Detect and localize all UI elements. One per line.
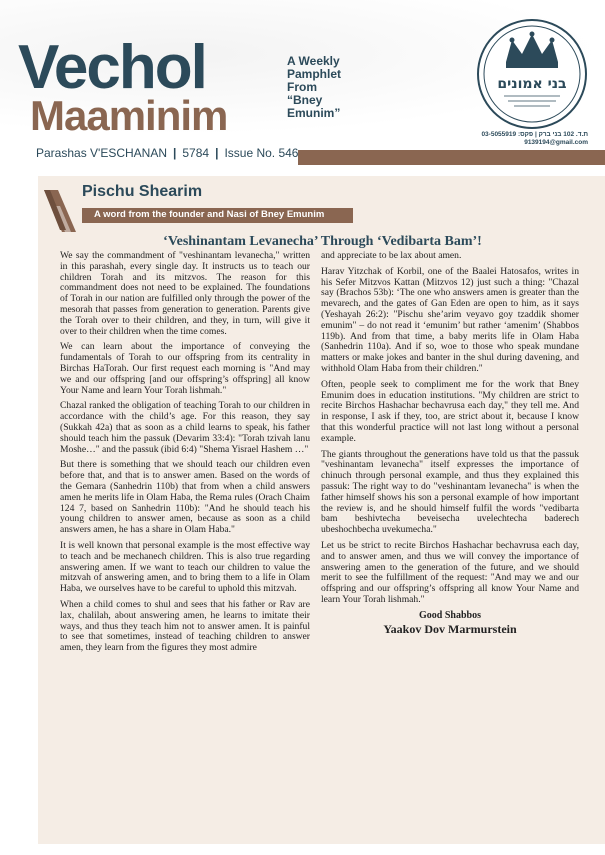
article-paragraph: We can learn about the importance of conveying the fundamentals of Torah to our offspring from its centrality in Birchas HaTorah. Our first request each morning is "And may we and our offspring [and our offspring’s offspring] all know Your Name and learn Your Torah lishmah." (60, 341, 310, 396)
header-divider-bar (298, 150, 605, 165)
article-paragraph: The giants throughout the generations have told us that the passuk "veshinantam levanecha" itself expresses the importance of chinuch through personal example, and thus they explained this passuk: The right way to do "veshinantam levanecha" is when the father himself shows his son a personal example of how important the review is, and he should himself fulfil the words "vedibarta bam beshivtecha beveisecha uvelechtecha baderech ubeshochbecha uvekumecha." (321, 448, 579, 536)
contact-email: 9139194@gmail.com (524, 139, 588, 146)
article-paragraph: Let us be strict to recite Birchos Hashachar bechavrusa each day, and to answer amen, and thus we will convey the importance of answering amen to the generation of the future, and we should merit to see the fulfillment of the request: "And may we and our offspring and our offspring’s offspring all know Your Name and learn Your Torah lishmah." (321, 539, 579, 605)
article-paragraph: We say the commandment of "veshinantam levanecha," written in this parashah, every single day. It instructs us to teach our children Torah and its mitzvos. The reason for this commandment does not need to be explained. The foundations of Torah in our nation are fulfilled only through the power of the mesorah that passes from generation to generation. Parents give the Torah over to their children, and they, in turn, will give it over to their children when the time comes. (60, 250, 310, 337)
article-paragraph: It is well known that personal example is the most effective way to teach and be mechanech children. This is also true regarding answering amen. If we want to teach our children to value the mitzvah of answering amen, and to bring them to a life in Olam Haba, we ourselves have to be careful to uphold this mitzvah. (60, 539, 310, 595)
tagline-line: “Bney (287, 93, 323, 107)
column-title: Pischu Shearim (82, 183, 203, 200)
author-signature: Yaakov Dov Marmurstein (383, 621, 517, 636)
tagline-line: From (287, 80, 317, 94)
contact-info (388, 131, 588, 147)
issue-number: Issue No. 546 (224, 146, 299, 160)
article-paragraph: Chazal ranked the obligation of teaching Torah to our children in accordance with the child’s age. For this reason, they say (Sukkah 42a) that as soon as a child learns to speak, his father should teach him the passuk (Devarim 33:4): "Torah tzivah lanu Moshe…" and the passuk (ibid 6:4) "Shema Yisrael Hashem …" (60, 400, 310, 455)
issue-info: Parashas V'ESCHANAN | 5784 | Issue No. 546 (36, 146, 299, 160)
logo-text: בני אמונים (497, 76, 567, 92)
article-paragraph: But there is something that we should teach our children even before that, and that is to answer amen. Based on the words of the Gemara (Sanhedrin 110b) that from when a child answers amen he merits life in Olam Haba, the Rema rules (Orach Chaim 124 7, based on Sanhedrin 110b): "And he should teach his young children to answer amen, because as soon as a child answers amen, he has a share in Olam Haba." (60, 459, 310, 536)
diagonal-stripes-icon (40, 186, 82, 234)
contact-address: ת.ד. 102 בני ברק | פקס: 03-5055919 (481, 131, 588, 138)
tagline-line: A Weekly (287, 54, 340, 68)
masthead-tagline (287, 55, 377, 120)
article-paragraph: When a child comes to shul and sees that his father or Rav are lax, chalilah, about answering amen, he learns to imitate their ways, and thus they teach him not to answer amen. It is painful to see that sometimes, instead of teaching children to answer amen, they learn from the figures they most admire (60, 598, 310, 654)
masthead-title-maaminim: Maaminim (30, 92, 228, 139)
tagline-line: Emunim” (287, 106, 341, 120)
article-paragraph: and appreciate to be lax about amen. (321, 250, 462, 261)
bney-emunim-logo-icon (476, 18, 588, 130)
closing-greeting: Good Shabbos (419, 609, 481, 621)
article-title: ‘Veshinantam Levanecha’ Through ‘Vedibarta Bam’! (163, 234, 482, 249)
article-paragraph: Harav Yitzchak of Korbil, one of the Baalei Hatosafos, writes in his Sefer Mitzvos Kattan (Mitzvos 12) just such a thing: "Chazal say (Brachos 53b): ‘The one who answers amen is greater than the mevarech, and the gates of Gan Eden are open to him, as it says (Yeshayah 26:2): "Pischu she’arim veyavo goy tzaddik shomer emunim" – do not read it ‘emunim’ but rather ‘amenim’ (Shabbos 119b). And from that time, a baby merits life in Olam Haba (Sanhedrin 110a). And if so, woe to those who speak mundane matters or make jokes and banter in the shul during davening, and withhold Olam Haba from their children." (321, 265, 579, 374)
parasha-name: Parashas V'ESCHANAN (36, 146, 168, 160)
article-paragraph: Often, people seek to compliment me for the work that Bney Emunim does in education institutions. "My children are strict to recite Birchos Hashachar bechavrusa each day," they tell me. And in response, I ask if they, too, are strict about it, because I know that this wonderful practice will not last long without a personal example. (321, 378, 579, 444)
masthead-title-vechol: Vechol (18, 33, 206, 102)
column-subtitle: A word from the founder and Nasi of Bney Emunim (94, 209, 325, 220)
tagline-line: Pamphlet (287, 67, 342, 81)
issue-year: 5784 (182, 146, 210, 160)
article-column-right (321, 251, 579, 634)
article-column-left (60, 251, 310, 659)
